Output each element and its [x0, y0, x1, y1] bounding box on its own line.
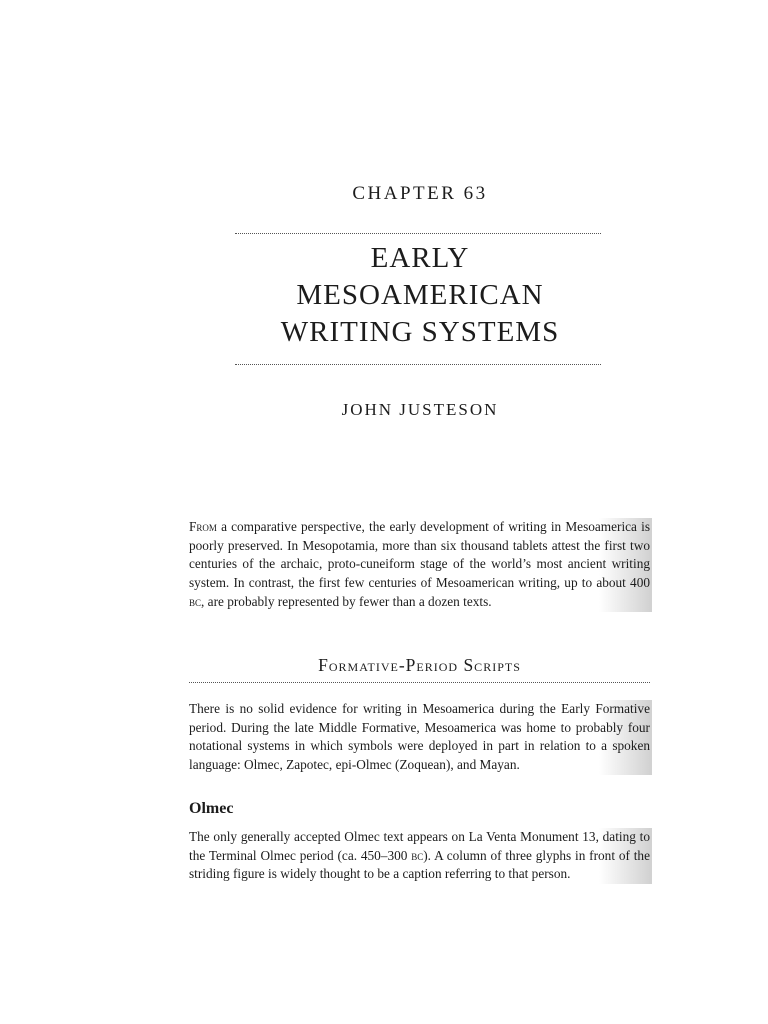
subsection-paragraph	[189, 828, 652, 884]
section-paragraph: There is no solid evidence for writing in Mesoamerica during the Early Formative period. During the late Middle Formative, Mesoamerica was home to probably four notational systems in which symbols were deployed in part in relation to a spoken language: Olmec, Zapotec, epi-Olmec (Zoquean), and Mayan.	[189, 700, 652, 775]
chapter-title-line-2: MESOAMERICAN	[296, 279, 544, 311]
section-heading: Formative-Period Scripts	[318, 655, 521, 675]
chapter-label: CHAPTER 63	[352, 183, 488, 204]
subsection-heading: Olmec	[189, 800, 234, 817]
chapter-title-line-1: EARLY	[370, 242, 470, 274]
chapter-title-line-3: WRITING SYSTEMS	[280, 316, 560, 348]
intro-era-abbreviation: bc	[189, 593, 202, 609]
author-name: JOHN JUSTESON	[341, 400, 499, 419]
intro-text-part-1: a comparative perspective, the early development of writing in Mesoamerica is poorly preserved. In Mesopotamia, more than six thousand tablets attest the first two centuries of the archaic, proto-cuneiform stage of the world’s most ancient writing system. In contrast, the first few centuries of Mesoamerican writing, up to about 400	[189, 519, 650, 591]
intro-text-part-2: , are probably represented by fewer than a dozen texts.	[201, 593, 492, 609]
intro-lead-word: From	[189, 519, 217, 534]
subsection-era-abbreviation: bc	[411, 847, 424, 863]
title-top-rule	[235, 233, 601, 234]
subsection-text-part-2: ). A column of three glyphs in front of the striding figure is widely thought to be a caption referring to that person.	[189, 847, 650, 882]
intro-paragraph	[189, 518, 652, 612]
subsection-text-part-1: The only generally accepted Olmec text appears on La Venta Monument 13, dating to the Terminal Olmec period (ca. 450–300	[189, 829, 650, 863]
title-bottom-rule	[235, 364, 601, 365]
chapter-title	[0, 240, 768, 351]
section-rule	[189, 682, 650, 683]
